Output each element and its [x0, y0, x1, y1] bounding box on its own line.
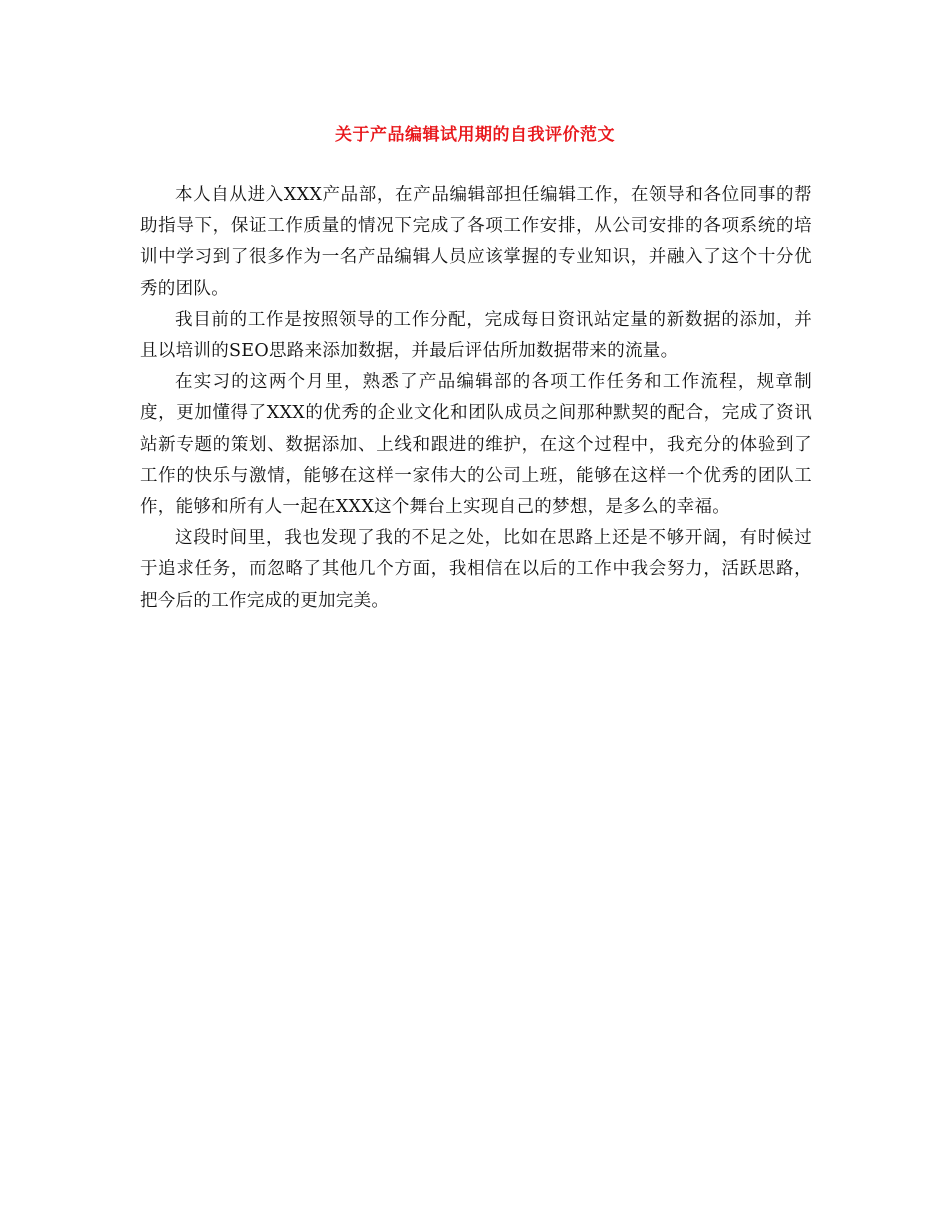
document-title: 关于产品编辑试用期的自我评价范文 — [335, 125, 615, 145]
paragraph-1: 本人自从进入XXX产品部，在产品编辑部担任编辑工作，在领导和各位同事的帮助指导下，保证工作质量的情况下完成了各项工作安排，从公司安排的各项系统的培训中学习到了很多作为一名产品编辑人员应该掌握的专业知识，并融入了这个十分优秀的团队。 — [140, 185, 812, 299]
document-body — [140, 180, 812, 617]
paragraph-4: 这段时间里，我也发现了我的不足之处，比如在思路上还是不够开阔，有时候过于追求任务，而忽略了其他几个方面，我相信在以后的工作中我会努力，活跃思路，把今后的工作完成的更加完美。 — [140, 528, 812, 611]
paragraph-2: 我目前的工作是按照领导的工作分配，完成每日资讯站定量的新数据的添加，并且以培训的SEO思路来添加数据，并最后评估所加数据带来的流量。 — [140, 309, 812, 362]
paragraph-3: 在实习的这两个月里，熟悉了产品编辑部的各项工作任务和工作流程，规章制度，更加懂得了XXX的优秀的企业文化和团队成员之间那种默契的配合，完成了资讯站新专题的策划、数据添加、上线和跟进的维护，在这个过程中，我充分的体验到了工作的快乐与激情，能够在这样一家伟大的公司上班，能够在这样一个优秀的团队工作，能够和所有人一起在XXX这个舞台上实现自己的梦想，是多么的幸福。 — [140, 372, 812, 518]
